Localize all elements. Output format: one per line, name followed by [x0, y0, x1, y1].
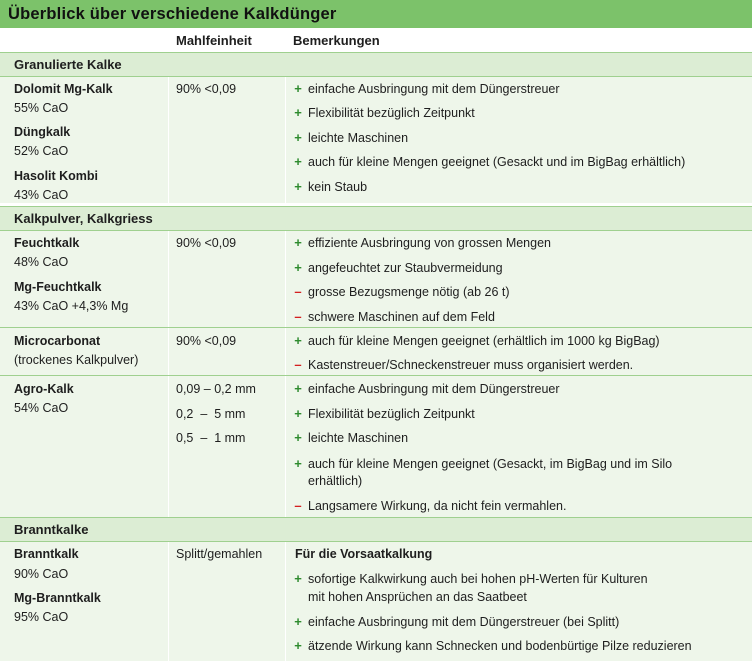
- fineness-value: Splitt/gemahlen: [176, 547, 263, 561]
- product-name: Microcarbonat: [14, 334, 101, 348]
- fineness-value: 90% <0,09: [176, 236, 237, 250]
- remark-text: leichte Maschinen: [308, 431, 409, 445]
- remark-text: effiziente Ausbringung von grossen Mengen: [308, 236, 551, 250]
- product-detail: 90% CaO: [14, 567, 69, 581]
- product-detail: 43% CaO: [14, 188, 69, 202]
- product-name: Mg-Feuchtkalk: [14, 280, 102, 294]
- plus-icon: +: [294, 430, 302, 445]
- header-bemerkungen: Bemerkungen: [293, 33, 380, 48]
- product-detail: 54% CaO: [14, 401, 69, 415]
- plus-icon: +: [294, 130, 302, 145]
- column-divider: [285, 230, 286, 517]
- header-mahlfeinheit: Mahlfeinheit: [176, 33, 252, 48]
- table-title: Überblick über verschiedene Kalkdünger: [8, 5, 337, 23]
- plus-icon: +: [294, 154, 302, 169]
- plus-icon: +: [294, 381, 302, 396]
- fineness-value: 0,2 – 5 mm: [176, 407, 246, 421]
- divider: [0, 327, 752, 328]
- remark-text: kein Staub: [308, 180, 368, 194]
- divider: [0, 52, 752, 53]
- section-title: Branntkalke: [14, 522, 89, 537]
- plus-icon: +: [294, 105, 302, 120]
- fineness-value: 0,5 – 1 mm: [176, 431, 246, 445]
- plus-icon: +: [294, 260, 302, 275]
- plus-icon: +: [294, 81, 302, 96]
- plus-icon: +: [294, 333, 302, 348]
- divider: [0, 375, 752, 376]
- product-detail: 52% CaO: [14, 144, 69, 158]
- remark-text: auch für kleine Mengen geeignet (Gesackt und im BigBag erhältlich): [308, 155, 686, 169]
- plus-icon: +: [294, 571, 302, 586]
- remark-text: grosse Bezugsmenge nötig (ab 26 t): [308, 285, 510, 299]
- divider: [0, 76, 752, 77]
- remark-text-continued: erhältlich): [308, 474, 363, 488]
- minus-icon: –: [294, 498, 302, 513]
- divider: [0, 541, 752, 542]
- remark-text: Langsamere Wirkung, da nicht fein vermahlen.: [308, 499, 567, 513]
- remark-text: einfache Ausbringung mit dem Düngerstreuer: [308, 382, 560, 396]
- product-name: Hasolit Kombi: [14, 169, 99, 183]
- product-name: Branntkalk: [14, 547, 79, 561]
- divider: [0, 517, 752, 518]
- product-detail: (trockenes Kalkpulver): [14, 353, 139, 367]
- remark-text: auch für kleine Mengen geeignet (Gesackt, im BigBag und im Silo: [308, 457, 673, 471]
- product-detail: 95% CaO: [14, 610, 69, 624]
- fineness-value: 90% <0,09: [176, 82, 237, 96]
- fineness-value: 90% <0,09: [176, 334, 237, 348]
- remark-text-continued: mit hohen Ansprüchen an das Saatbeet: [308, 590, 527, 604]
- plus-icon: +: [294, 638, 302, 653]
- plus-icon: +: [294, 179, 302, 194]
- remark-text: auch für kleine Mengen geeignet (erhältlich im 1000 kg BigBag): [308, 334, 660, 348]
- product-name: Mg-Branntkalk: [14, 591, 101, 605]
- section-header: [0, 518, 752, 541]
- fineness-value: 0,09 – 0,2 mm: [176, 382, 256, 396]
- product-name: Feuchtkalk: [14, 236, 80, 250]
- column-divider: [168, 76, 169, 203]
- column-divider: [168, 541, 169, 661]
- row-agrokalk: [0, 376, 752, 517]
- plus-icon: +: [294, 406, 302, 421]
- product-name: Dolomit Mg-Kalk: [14, 82, 113, 96]
- divider: [0, 206, 752, 207]
- divider: [0, 230, 752, 231]
- plus-icon: +: [294, 614, 302, 629]
- remark-text: ätzende Wirkung kann Schnecken und bodenbürtige Pilze reduzieren: [308, 639, 692, 653]
- minus-icon: –: [294, 284, 302, 299]
- table-title-bar: [0, 0, 752, 28]
- remark-text: Flexibilität bezüglich Zeitpunkt: [308, 407, 475, 421]
- section-title: Granulierte Kalke: [14, 57, 122, 72]
- remark-text: schwere Maschinen auf dem Feld: [308, 310, 495, 324]
- product-name: Düngkalk: [14, 125, 71, 139]
- product-detail: 55% CaO: [14, 101, 69, 115]
- remark-text: einfache Ausbringung mit dem Düngerstreuer: [308, 82, 560, 96]
- remark-text: Flexibilität bezüglich Zeitpunkt: [308, 106, 475, 120]
- column-divider: [168, 230, 169, 517]
- remark-text: einfache Ausbringung mit dem Düngerstreuer (bei Splitt): [308, 615, 620, 629]
- plus-icon: +: [294, 456, 302, 471]
- product-name: Agro-Kalk: [14, 382, 74, 396]
- section-header: [0, 207, 752, 230]
- section-title: Kalkpulver, Kalkgriess: [14, 211, 153, 226]
- remark-text: angefeuchtet zur Staubvermeidung: [308, 261, 503, 275]
- product-detail: 48% CaO: [14, 255, 69, 269]
- column-divider: [285, 76, 286, 203]
- remark-subheading: Für die Vorsaatkalkung: [295, 547, 433, 561]
- remark-text: Kastenstreuer/Schneckenstreuer muss organisiert werden.: [308, 358, 634, 372]
- minus-icon: –: [294, 357, 302, 372]
- column-divider: [285, 541, 286, 661]
- remark-text: sofortige Kalkwirkung auch bei hohen pH-Werten für Kulturen: [308, 572, 648, 586]
- product-detail: 43% CaO +4,3% Mg: [14, 299, 129, 313]
- remark-text: leichte Maschinen: [308, 131, 409, 145]
- section-header: [0, 53, 752, 76]
- plus-icon: +: [294, 235, 302, 250]
- minus-icon: –: [294, 309, 302, 324]
